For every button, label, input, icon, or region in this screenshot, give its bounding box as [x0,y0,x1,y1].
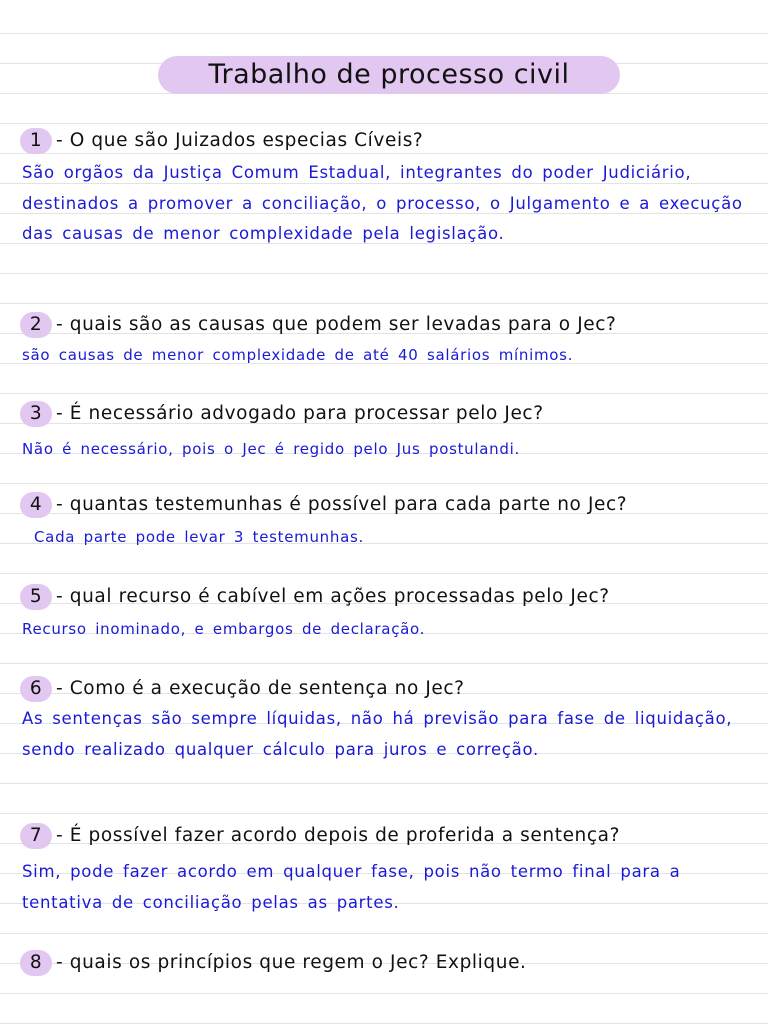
question-2 [20,312,762,338]
question-6 [20,676,762,702]
question-4 [20,492,762,518]
question-text: - É necessário advogado para processar pelo Jec? [56,403,544,424]
answer-7: Sim, pode fazer acordo em qualquer fase, pois não termo final para a tentativa de conciliação pelas as partes. [22,862,681,912]
answer-6: As sentenças são sempre líquidas, não há previsão para fase de liquidação, sendo realizado qualquer cálculo para juros e correção. [22,709,733,759]
question-number-badge: 4 [20,492,52,518]
question-number-badge: 8 [20,950,52,976]
question-text: - O que são Juizados especias Cíveis? [56,130,424,151]
question-text: - É possível fazer acordo depois de proferida a sentença? [56,825,620,846]
question-text: - quais os princípios que regem o Jec? Explique. [56,952,527,973]
question-text: - qual recurso é cabível em ações processadas pelo Jec? [56,586,610,607]
question-number-badge: 6 [20,676,52,702]
question-number-badge: 1 [20,128,52,154]
question-text: - quantas testemunhas é possível para cada parte no Jec? [56,494,628,515]
question-5 [20,584,762,610]
question-number-badge: 3 [20,401,52,427]
question-text: - quais são as causas que podem ser levadas para o Jec? [56,314,617,335]
question-text: - Como é a execução de sentença no Jec? [56,678,465,699]
question-1 [20,128,762,154]
question-7 [20,823,762,849]
answer-3: Não é necessário, pois o Jec é regido pelo Jus postulandi. [22,440,520,458]
question-8 [20,950,762,976]
page-title: Trabalho de processo civil [158,56,620,94]
answer-4: Cada parte pode levar 3 testemunhas. [34,528,364,546]
question-number-badge: 2 [20,312,52,338]
answer-2: são causas de menor complexidade de até 40 salários mínimos. [22,346,574,364]
question-number-badge: 5 [20,584,52,610]
question-number-badge: 7 [20,823,52,849]
question-3 [20,401,762,427]
answer-1: São orgãos da Justiça Comum Estadual, integrantes do poder Judiciário, destinados a promover a conciliação, o processo, o Julgamento e a execução das causas de menor complexidade pela legislação. [22,163,743,243]
answer-5: Recurso inominado, e embargos de declaração. [22,620,426,638]
